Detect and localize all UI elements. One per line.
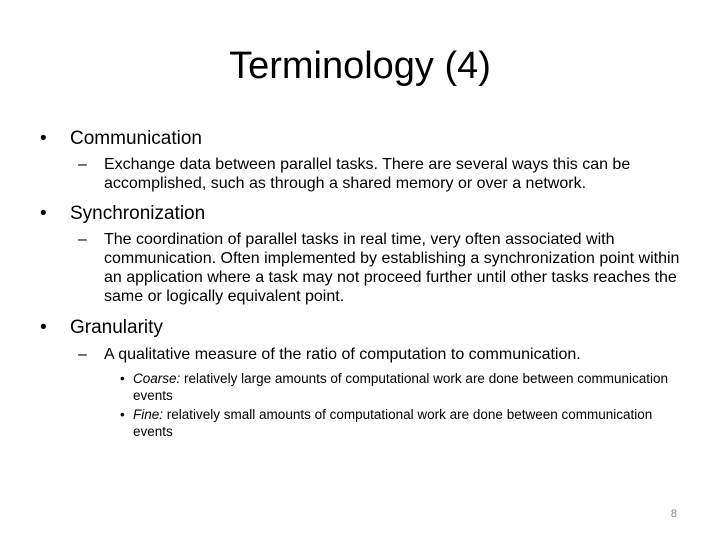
bullet-list [36,126,686,440]
bullet-marker: • [40,317,47,338]
bullet-heading: Synchronization [70,203,206,224]
bullet-heading: Communication [70,128,202,149]
page-number: 8 [670,508,677,520]
bullet-marker: • [120,407,125,422]
term-description: relatively large amounts of computational work are done between communication events [133,371,669,403]
bullet-marker: • [40,203,47,224]
bullet-heading: Granularity [70,317,163,338]
sub-bullet-text: Exchange data between parallel tasks. There are several ways this can be accomplished, such as through a shared memory or over a network. [104,156,631,192]
bullet-granularity [36,315,686,341]
term-label: Fine: [133,407,164,422]
bullet-communication [36,126,686,152]
dash-marker: – [78,156,87,173]
term-description: relatively small amounts of computational work are done between communication events [133,407,653,439]
sub-bullet-text: The coordination of parallel tasks in real time, very often associated with communication. Often implemented by establishing a synchronization point within an application where a task may not proceed further until other tasks reaches the same or logically equivalent point. [104,231,680,305]
sub-sub-bullet-fine [120,406,686,440]
slide-title: Terminology (4) [229,45,491,87]
bullet-synchronization [36,201,686,227]
sub-bullet-synchronization-definition [78,230,686,306]
sub-sub-bullet-coarse [120,370,686,404]
dash-marker: – [78,231,87,248]
sub-bullet-communication-definition [78,155,686,193]
dash-marker: – [78,346,87,363]
sub-bullet-text: A qualitative measure of the ratio of computation to communication. [104,346,581,363]
sub-bullet-granularity-definition [78,345,686,364]
bullet-marker: • [40,128,47,149]
bullet-marker: • [120,371,125,386]
term-label: Coarse: [133,371,181,386]
